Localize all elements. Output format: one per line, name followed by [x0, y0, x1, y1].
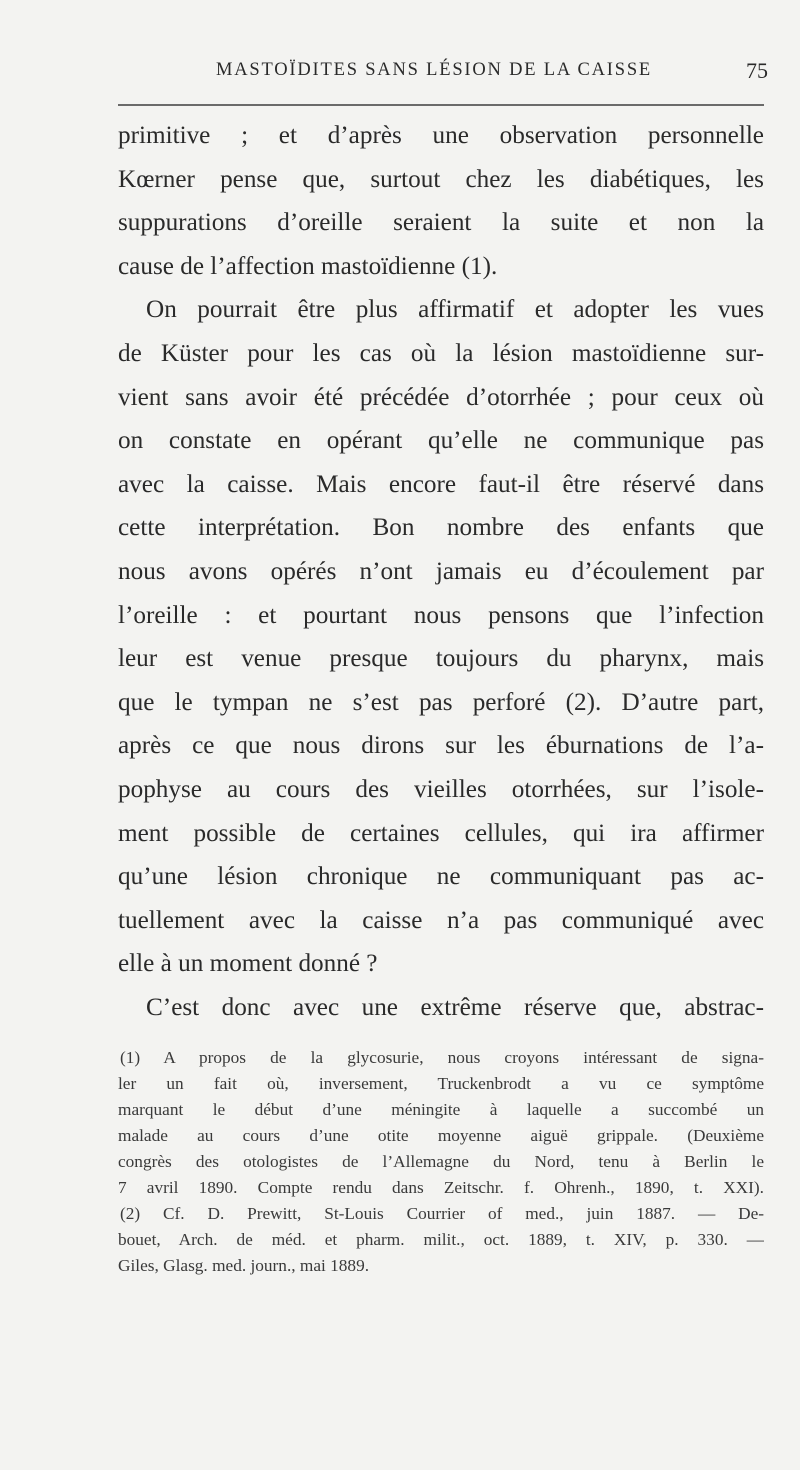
footnote-line: (2) Cf. D. Prewitt, St-Louis Courrier of med., juin 1887. — De- [120, 1204, 764, 1223]
page-number: 75 [746, 58, 768, 83]
page-header [114, 60, 768, 96]
text-line: de Küster pour les cas où la lésion mastoïdienne sur- [118, 339, 764, 367]
text-line: après ce que nous dirons sur les éburnations de l’a- [118, 732, 764, 760]
footnote-line: congrès des otologistes de l’Allemagne du Nord, tenu à Berlin le [118, 1152, 764, 1171]
footnote-line: malade au cours d’une otite moyenne aiguë grippale. (Deuxième [118, 1126, 764, 1145]
footnote-line: bouet, Arch. de méd. et pharm. milit., oct. 1889, t. XIV, p. 330. — [118, 1230, 764, 1249]
text-line: primitive ; et d’après une observation personnelle [118, 122, 764, 149]
text-line: pophyse au cours des vieilles otorrhées, sur l’isole- [118, 775, 764, 803]
text-line: vient sans avoir été précédée d’otorrhée ; pour ceux où [118, 383, 764, 411]
text-line: cette interprétation. Bon nombre des enfants que [118, 514, 764, 542]
footnotes [118, 1045, 764, 1279]
text-line: on constate en opérant qu’elle ne communique pas [118, 427, 764, 455]
text-line: Kœrner pense que, surtout chez les diabétiques, les [118, 165, 764, 193]
text-line: cause de l’affection mastoïdienne (1). [118, 252, 498, 280]
text-line: ment possible de certaines cellules, qui ira affirmer [118, 819, 764, 847]
text-line: nous avons opérés n’ont jamais eu d’écoulement par [118, 557, 764, 585]
header-rule [118, 104, 764, 106]
text-line: C’est donc avec une extrême réserve que, abstrac- [146, 993, 764, 1021]
main-text [118, 114, 764, 1029]
footnote-line: marquant le début d’une méningite à laquelle a succombé un [118, 1100, 764, 1119]
footnote-line: 7 avril 1890. Compte rendu dans Zeitschr. f. Ohrenh., 1890, t. XXI). [118, 1178, 764, 1197]
running-title: MASTOÏDITES SANS LÉSION DE LA CAISSE [215, 60, 653, 80]
text-line: suppurations d’oreille seraient la suite et non la [118, 209, 764, 237]
text-line: leur est venue presque toujours du pharynx, mais [118, 645, 764, 673]
text-line: qu’une lésion chronique ne communiquant pas ac- [118, 863, 764, 891]
text-line: elle à un moment donné ? [118, 950, 378, 978]
text-line: avec la caisse. Mais encore faut-il être réservé dans [118, 470, 764, 498]
text-line: tuellement avec la caisse n’a pas communiqué avec [118, 906, 764, 934]
footnote-line: (1) A propos de la glycosurie, nous croyons intéressant de signa- [120, 1048, 764, 1067]
text-line: l’oreille : et pourtant nous pensons que l’infection [118, 601, 764, 629]
text-line: On pourrait être plus affirmatif et adopter les vues [146, 296, 764, 324]
text-line: que le tympan ne s’est pas perforé (2). D’autre part, [118, 688, 764, 716]
footnote-line: Giles, Glasg. med. journ., mai 1889. [118, 1256, 370, 1275]
footnote-line: ler un fait où, inversement, Truckenbrodt a vu ce symptôme [118, 1074, 764, 1093]
